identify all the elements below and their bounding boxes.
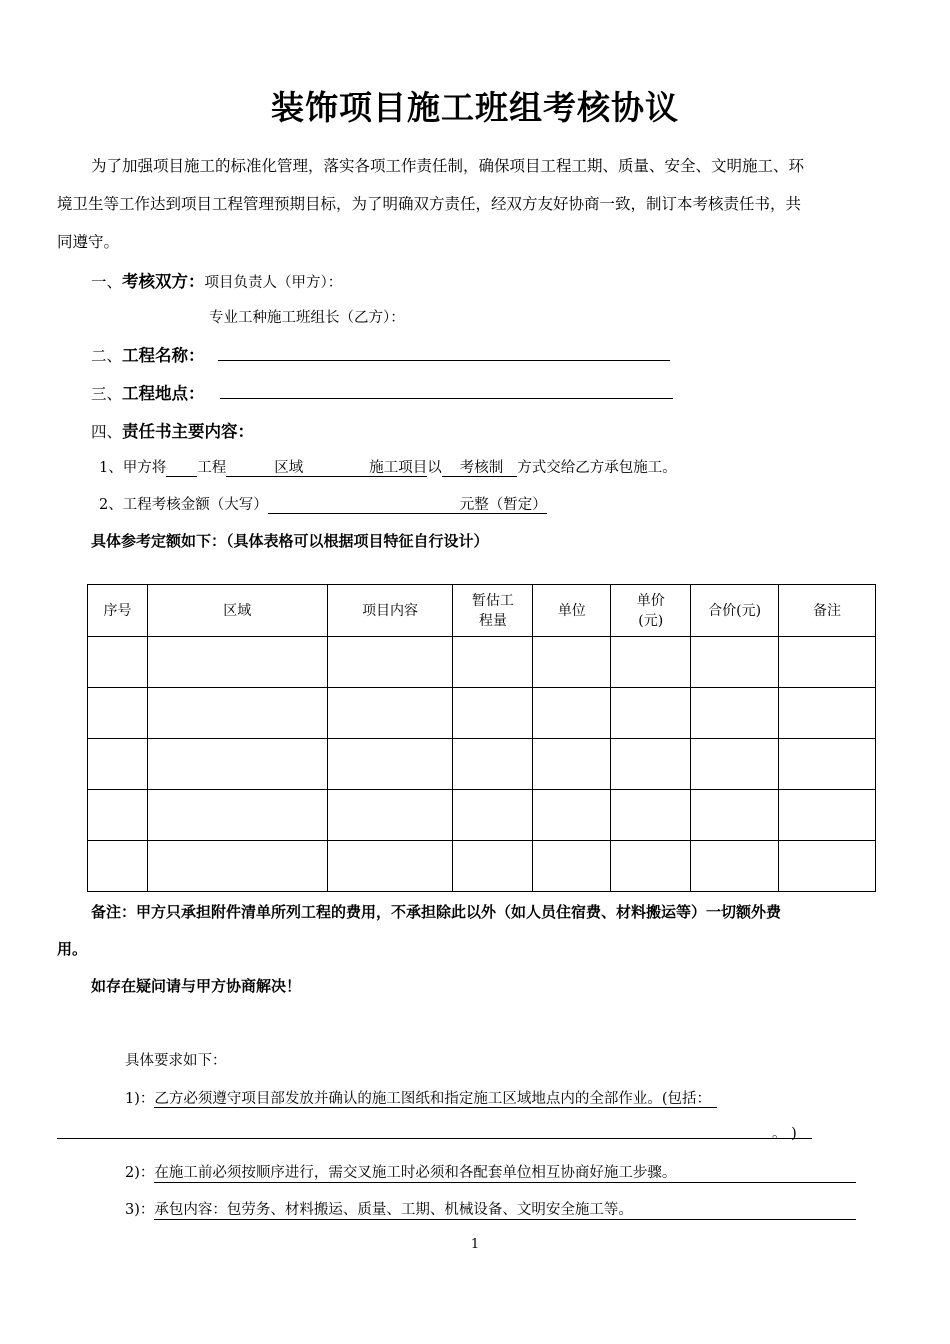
section-1 xyxy=(91,268,342,292)
reference-note: 具体参考定额如下：（具体表格可以根据项目特征自行设计） xyxy=(91,532,489,550)
section-3-label: 工程地点： xyxy=(122,384,205,403)
table-header-row xyxy=(88,585,876,637)
item-2-part-b: 元整（暂定） xyxy=(459,497,547,513)
header-content: 项目内容 xyxy=(327,585,453,637)
item-1-blank-1[interactable] xyxy=(166,460,197,477)
item-1-part-f: 考核制 xyxy=(442,460,518,477)
item-1-part-e: 以 xyxy=(427,460,442,476)
document-title: 装饰项目施工班组考核协议 xyxy=(271,88,679,127)
table-row xyxy=(88,637,876,688)
table-row xyxy=(88,739,876,790)
remark-line-1: 备注：甲方只承担附件清单所列工程的费用，不承担除此以外（如人员住宿费、材料搬运等）一切额外费 xyxy=(91,903,782,921)
item-1-part-a: 1、甲方将 xyxy=(99,460,167,476)
consult-note: 如存在疑问请与甲方协商解决！ xyxy=(91,977,302,995)
section-4-prefix: 四、 xyxy=(91,423,123,441)
item-2 xyxy=(99,493,547,514)
section-3-prefix: 三、 xyxy=(91,385,123,403)
remark-line-2: 用。 xyxy=(57,940,88,958)
requirement-2-number: 2)： xyxy=(125,1165,155,1181)
requirement-1 xyxy=(125,1087,717,1108)
section-4 xyxy=(91,418,254,442)
requirement-1-end: 。 ) xyxy=(772,1126,797,1142)
party-a-label: 项目负责人（甲方）： xyxy=(204,275,343,291)
header-total-price: 合价(元) xyxy=(691,585,779,637)
item-1-part-g: 方式交给乙方承包施工。 xyxy=(517,460,677,476)
requirements-heading: 具体要求如下： xyxy=(125,1053,227,1069)
section-2-label: 工程名称： xyxy=(122,346,205,365)
item-1-blank-2[interactable] xyxy=(226,460,274,477)
project-name-field[interactable] xyxy=(218,360,670,361)
project-location-field[interactable] xyxy=(220,398,673,399)
item-1-part-b: 工程 xyxy=(197,460,227,476)
table-row xyxy=(88,790,876,841)
header-index: 序号 xyxy=(88,585,148,637)
requirement-3-number: 3)： xyxy=(125,1202,155,1218)
header-quantity: 暂估工 程量 xyxy=(453,585,533,637)
table-row xyxy=(88,841,876,892)
requirement-3-text: 承包内容：包劳务、材料搬运、质量、工期、机械设备、文明安全施工等。 xyxy=(154,1198,856,1220)
item-1-part-c: 区域 xyxy=(274,460,304,476)
page-number: 1 xyxy=(470,1237,480,1252)
section-4-label: 责任书主要内容： xyxy=(122,422,255,441)
section-2-prefix: 二、 xyxy=(91,347,123,365)
header-area: 区域 xyxy=(147,585,327,637)
requirement-1-text: 乙方必须遵守项目部发放并确认的施工图纸和指定施工区域地点内的全部作业。(包括： xyxy=(154,1091,717,1108)
section-2 xyxy=(91,342,205,366)
section-3 xyxy=(91,380,205,404)
header-unit-price: 单价 (元) xyxy=(611,585,691,637)
header-remarks: 备注 xyxy=(779,585,876,637)
intro-line-3: 同遵守。 xyxy=(57,233,120,251)
item-1-part-d: 施工项目 xyxy=(369,460,428,476)
requirement-1-blank-line[interactable] xyxy=(57,1138,812,1139)
party-b-label: 专业工种施工班组长（乙方）： xyxy=(209,310,405,326)
section-1-label: 考核双方： xyxy=(122,272,205,291)
item-2-part-a: 2、工程考核金额（大写） xyxy=(99,497,268,513)
requirement-2 xyxy=(125,1161,856,1183)
header-unit: 单位 xyxy=(533,585,611,637)
intro-line-2: 境卫生等工作达到项目工程管理预期目标，为了明确双方责任，经双方友好协商一致，制订本考核责任书，共 xyxy=(57,195,802,213)
requirement-2-text: 在施工前必须按顺序进行，需交叉施工时必须和各配套单位相互协商好施工步骤。 xyxy=(154,1161,856,1183)
intro-line-1: 为了加强项目施工的标准化管理，落实各项工作责任制，确保项目工程工期、质量、安全、文明施工、环 xyxy=(91,157,805,175)
section-1-prefix: 一、 xyxy=(91,273,123,291)
table-row xyxy=(88,688,876,739)
requirement-1-number: 1)： xyxy=(125,1091,155,1107)
item-1 xyxy=(99,456,677,477)
requirement-3 xyxy=(125,1198,856,1220)
quota-table xyxy=(87,584,876,892)
item-2-amount-blank[interactable] xyxy=(268,497,460,514)
item-1-blank-3[interactable] xyxy=(303,460,369,477)
